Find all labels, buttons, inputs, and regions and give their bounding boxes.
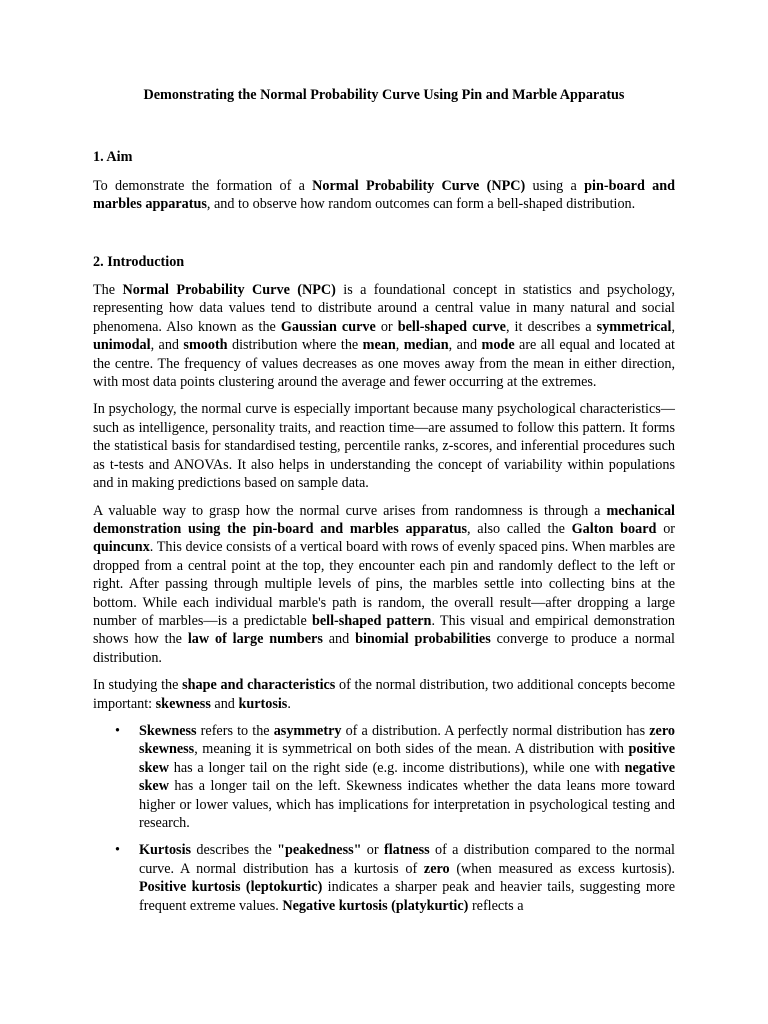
bold-term: Gaussian curve — [280, 318, 376, 335]
bold-term: pin-board and marbles apparatus — [93, 177, 675, 213]
bold-term: Positive kurtosis (leptokurtic) — [139, 879, 323, 896]
intro-paragraph-4: In studying the shape and characteristics of the normal distribution, two additional concepts become important: skewness and kurtosis. — [93, 677, 675, 712]
section-heading-aim: 1. Aim — [93, 149, 133, 166]
bold-term: bell-shaped pattern — [311, 612, 432, 629]
bullet-list — [93, 722, 675, 915]
bold-term: shape and characteristics — [182, 677, 336, 694]
bold-term: zero — [423, 860, 450, 877]
bold-term: kurtosis — [238, 695, 288, 712]
bold-term: symmetrical — [596, 318, 672, 335]
bold-term: Skewness — [139, 722, 197, 739]
bullet-icon: • — [115, 722, 120, 739]
bold-term: "peakedness" — [277, 842, 362, 859]
bold-term: Kurtosis — [139, 842, 192, 859]
bold-term: asymmetry — [273, 722, 342, 739]
bold-term: unimodal — [93, 337, 151, 354]
intro-paragraph-2: In psychology, the normal curve is especially important because many psychological characteristics—such as intelligence, personality traits, and reaction time—are assumed to follow this pattern. It forms the statistical basis for standardised testing, percentile ranks, z-scores, and inferential procedures such as t-tests and ANOVAs. It also helps in understanding the concept of variability within populations and in making predictions based on sample data. — [93, 401, 675, 492]
bold-term: mean — [362, 337, 396, 354]
section-heading-introduction: 2. Introduction — [93, 253, 185, 270]
list-item-skewness — [115, 722, 675, 832]
bold-term: bell-shaped curve — [397, 318, 506, 335]
bold-term: Negative kurtosis (platykurtic) — [282, 897, 469, 914]
bold-term: skewness — [155, 695, 211, 712]
bold-term: median — [403, 337, 449, 354]
bold-term: binomial probabilities — [355, 631, 491, 648]
bold-term: quincunx — [93, 539, 150, 556]
list-item-kurtosis — [115, 841, 676, 915]
bold-term: Normal Probability Curve (NPC) — [122, 282, 336, 299]
intro-paragraph-1: The Normal Probability Curve (NPC) is a foundational concept in statistics and psychology, representing how data values tend to distribute around a central value in many natural and social phenomena. Also known as the Gaussian curve or bell-shaped curve, it describes a symmetrical, unimodal, and smooth distribution where the mean, median, and mode are all equal and located at the centre. The frequency of values decreases as one moves away from the mean in either direction, with most data points clustering around the average and fewer occurring at the extremes. — [93, 282, 676, 391]
bold-term: flatness — [383, 842, 430, 859]
bold-term: mode — [481, 337, 515, 354]
bold-term: Galton board — [571, 520, 657, 537]
intro-paragraph-3: A valuable way to grasp how the normal curve arises from randomness is through a mechanical demonstration using the pin-board and marbles apparatus, also called the Galton board or quincunx. This device consists of a vertical board with rows of evenly spaced pins. When marbles are dropped from a central point at the top, they encounter each pin and randomly deflect to the left or right. After passing through multiple levels of pins, the marbles settle into collecting bins at the bottom. While each individual marble's path is random, the overall result—after dropping a large number of marbles—is a predictable bell-shaped pattern. This visual and empirical demonstration shows how the law of large numbers and binomial probabilities converge to produce a normal distribution. — [93, 502, 676, 666]
document-title: Demonstrating the Normal Probability Curve Using Pin and Marble Apparatus — [143, 87, 625, 103]
bold-term: smooth — [183, 337, 228, 354]
section-spacer — [93, 223, 675, 253]
bold-term: mechanical demonstration using the pin-board and marbles apparatus — [93, 502, 675, 537]
bold-term: negative skew — [139, 759, 675, 795]
bold-term: law of large numbers — [187, 631, 323, 648]
aim-paragraph: To demonstrate the formation of a Normal Probability Curve (NPC) using a pin-board and marbles apparatus, and to observe how random outcomes can form a bell-shaped distribution. — [93, 177, 675, 213]
bold-term: Normal Probability Curve (NPC) — [312, 177, 526, 194]
bold-term: zero skewness — [139, 722, 675, 758]
bold-term: positive skew — [139, 741, 675, 776]
bullet-icon: • — [115, 842, 120, 859]
list-item-text: Skewness refers to the asymmetry of a distribution. A perfectly normal distribution has zero skewness, meaning it is symmetrical on both sides of the mean. A distribution with positive skew has a longer tail on the right side (e.g. income distributions), while one with negative skew has a longer tail on the left. Skewness indicates whether the data leans more toward higher or lower values, which has implications for interpretation in psychological testing and research. — [139, 722, 675, 831]
list-item-text: Kurtosis describes the "peakedness" or flatness of a distribution compared to the normal curve. A normal distribution has a kurtosis of zero (when measured as excess kurtosis). Positive kurtosis (leptokurtic) indicates a sharper peak and heavier tails, suggesting more frequent extreme values. Negative kurtosis (platykurtic) reflects a — [139, 842, 676, 914]
